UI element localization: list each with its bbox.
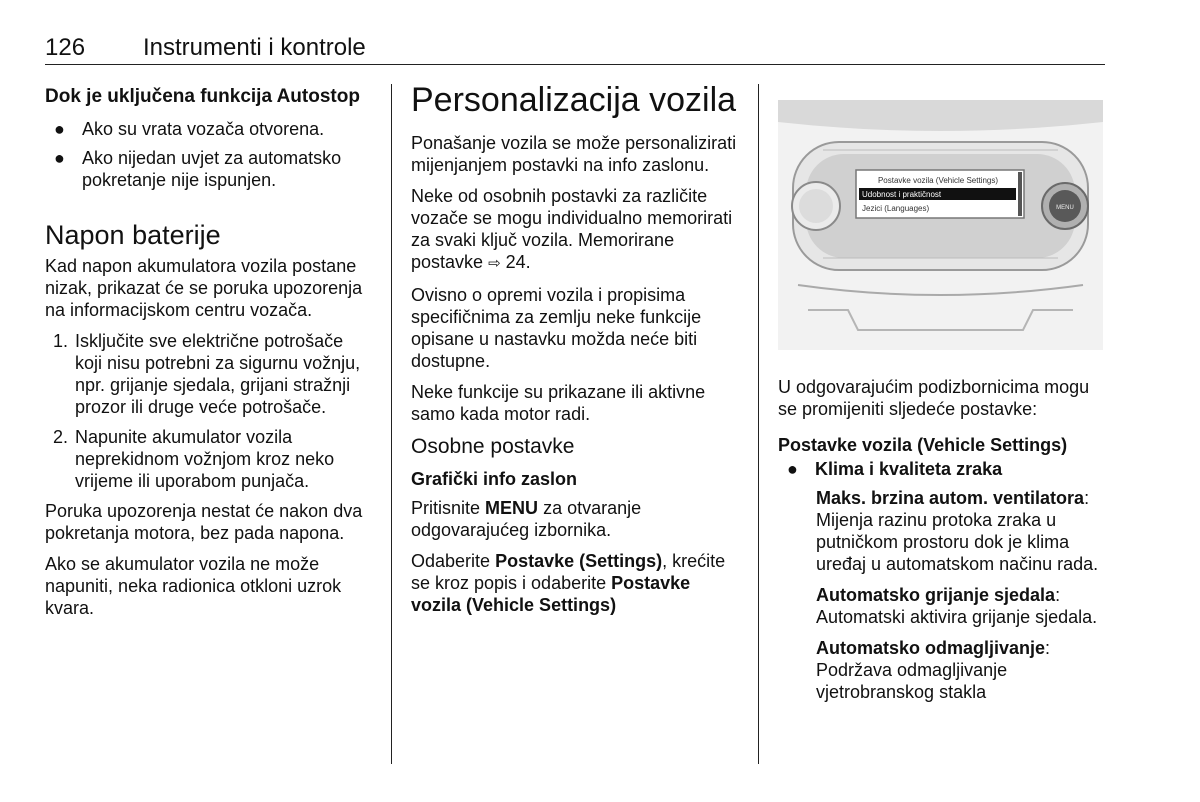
page-reference[interactable]: 24.	[505, 252, 531, 272]
column-middle	[411, 80, 741, 625]
page-header	[45, 34, 1105, 65]
setting-item: Automatsko odmagljivanje: Podržava odmagljivanje vjetrobranskog stakla	[816, 638, 1051, 702]
info-display-figure	[778, 100, 1103, 350]
list-item: 2. Napunite akumulator vozila neprekidnom vožnjom kroz neko vrijeme ili uporabom punjača.	[53, 427, 335, 491]
bullet-icon: ●	[54, 119, 65, 139]
intro-paragraph: U odgovarajućim podizbornicima mogu se promijeniti sljedeće postavke:	[778, 377, 1090, 419]
bullet-icon: ●	[54, 148, 65, 168]
column-left	[45, 80, 375, 628]
autostop-heading: Dok je uključena funkcija Autostop	[45, 86, 360, 107]
list-item: ● Ako nijedan uvjet za automatsko pokretanje nije ispunjen.	[54, 148, 342, 190]
paragraph: Ovisno o opremi vozila i propisima specifičnima za zemlju neke funkcije opisane u nastavku možda neće biti dostupne.	[411, 285, 702, 371]
personal-settings-heading: Osobne postavke	[411, 435, 575, 458]
list-item: 1. Isključite sve električne potrošače koji nisu potrebni za sigurnu vožnju, npr. grijanje sjedala, grijani stražnji prozor ili druge veće potrošače.	[53, 331, 361, 417]
paragraph: Pritisnite MENU za otvaranje odgovarajućeg izbornika.	[411, 498, 642, 540]
display-menu-item: Jezici (Languages)	[862, 204, 930, 213]
page-number: 126	[45, 34, 86, 61]
display-menu-selected-item: Udobnost i praktičnost	[862, 190, 942, 199]
section-title: Personalizacija vozila	[411, 81, 737, 119]
warning-paragraph: Poruka upozorenja nestat će nakon dva pokretanja motora, bez pada napona.	[45, 501, 363, 543]
graphic-display-heading: Grafički info zaslon	[411, 469, 578, 489]
menu-knob-label: MENU	[1056, 205, 1074, 211]
column-right	[778, 80, 1108, 712]
running-title: Instrumenti i kontrole	[143, 34, 366, 61]
display-menu-title: Postavke vozila (Vehicle Settings)	[877, 176, 999, 185]
column-divider-2	[758, 84, 759, 764]
paragraph: Odaberite Postavke (Settings), krećite se kroz popis i odaberite Postavke vozila (Vehicle Settings)	[411, 551, 726, 615]
settings-list	[778, 458, 1108, 480]
setting-item: Automatsko grijanje sjedala: Automatski aktivira grijanje sjedala.	[816, 585, 1098, 627]
page-reference-arrow-icon: ⇨	[488, 255, 501, 272]
workshop-paragraph: Ako se akumulator vozila ne može napuniti, neka radionica otkloni uzrok kvara.	[45, 554, 342, 618]
paragraph: Ponašanje vozila se može personalizirati mijenjanjem postavki na info zaslonu.	[411, 133, 737, 175]
menu-key-label: MENU	[485, 498, 539, 518]
setting-item: Maks. brzina autom. ventilatora: Mijenja razinu protoka zraka u putničkom prostoru dok je klima uređaj u automatskom načinu rada.	[816, 488, 1099, 574]
paragraph: Neke od osobnih postavki za različite vozače se mogu individualno memorirati za svaki ključ vozila. Memorirane postavke ⇨ 24.	[411, 186, 733, 272]
list-item: ● Klima i kvaliteta zraka	[787, 459, 1003, 479]
battery-heading: Napon baterije	[45, 220, 221, 250]
vehicle-settings-heading: Postavke vozila (Vehicle Settings)	[778, 435, 1068, 455]
list-item: ● Ako su vrata vozača otvorena.	[54, 119, 325, 139]
column-divider-1	[391, 84, 392, 764]
bullet-icon: ●	[787, 459, 798, 479]
paragraph: Neke funkcije su prikazane ili aktivne samo kada motor radi.	[411, 382, 706, 424]
battery-steps	[45, 330, 375, 492]
autostop-list	[45, 118, 375, 191]
battery-intro: Kad napon akumulatora vozila postane nizak, prikazat će se poruka upozorenja na informacijskom centru vozača.	[45, 256, 363, 320]
